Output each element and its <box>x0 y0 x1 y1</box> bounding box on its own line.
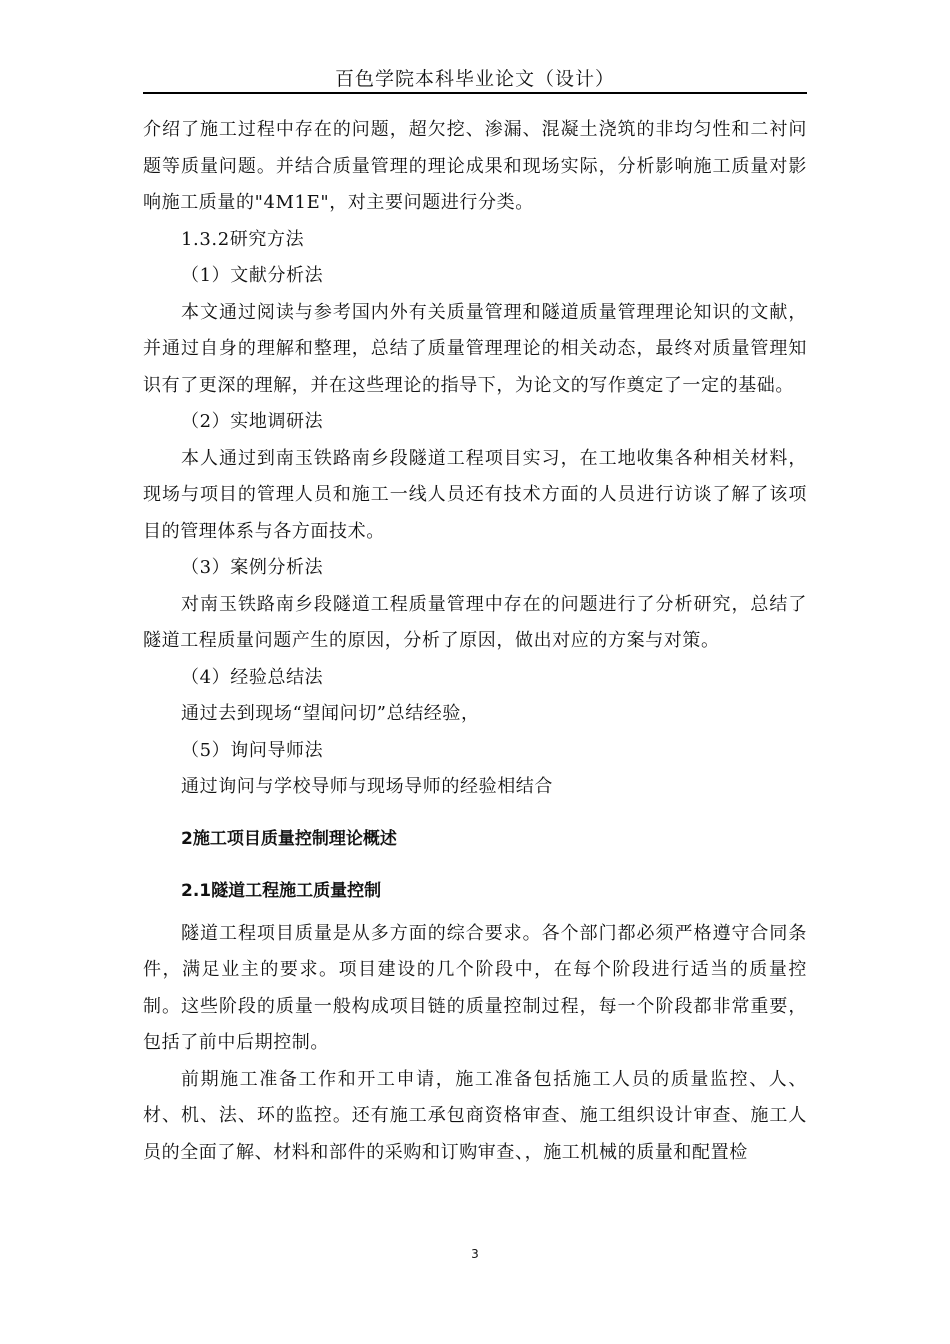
page-header-title: 百色学院本科毕业论文（设计） <box>334 68 615 90</box>
method-4-text: 通过去到现场“望闻问切”总结经验， <box>181 703 480 724</box>
method-2-title: （2）实地调研法 <box>181 411 324 432</box>
method-5-title: （5）询问导师法 <box>181 739 324 761</box>
method-4-title: （4）经验总结法 <box>181 666 324 688</box>
section-2-1-heading: 2.1隧道工程施工质量控制 <box>181 880 382 901</box>
method-3-text: 对南玉铁路南乡段隧道工程质量管理中存在的问题进行了分析研究，总结了隧道工程质量问题产生的原因，分析了原因，做出对应的方案与对策。 <box>143 593 807 651</box>
paragraph-intro-continuation: 介绍了施工过程中存在的问题，超欠挖、渗漏、混凝土浇筑的非均匀性和二衬问题等质量问题。并结合质量管理的理论成果和现场实际，分析影响施工质量对影响施工质量的"4M1E"，对主要问题进行分类。 <box>143 119 807 213</box>
page-body <box>143 112 807 1171</box>
method-1-title: （1）文献分析法 <box>181 265 324 286</box>
page-number: 3 <box>471 1247 479 1261</box>
subsection-heading-1-3-2: 1.3.2研究方法 <box>181 228 305 250</box>
chapter-2-heading: 2施工项目质量控制理论概述 <box>181 828 397 849</box>
method-1-text: 本文通过阅读与参考国内外有关质量管理和隧道质量管理理论知识的文献，并通过自身的理解和整理，总结了质量管理理论的相关动态，最终对质量管理知识有了更深的理解，并在这些理论的指导下，为论文的写作奠定了一定的基础。 <box>143 301 807 396</box>
method-5-text: 通过询问与学校导师与现场导师的经验相结合 <box>181 776 553 797</box>
paragraph-2-1-a: 隧道工程项目质量是从多方面的综合要求。各个部门都必须严格遵守合同条件，满足业主的要求。项目建设的几个阶段中，在每个阶段进行适当的质量控制。这些阶段的质量一般构成项目链的质量控制过程，每一个阶段都非常重要，包括了前中后期控制。 <box>143 922 807 1053</box>
method-2-text: 本人通过到南玉铁路南乡段隧道工程项目实习，在工地收集各种相关材料，现场与项目的管理人员和施工一线人员还有技术方面的人员进行访谈了解了该项目的管理体系与各方面技术。 <box>143 447 807 542</box>
paragraph-2-1-b: 前期施工准备工作和开工申请，施工准备包括施工人员的质量监控、人、材、机、法、环的监控。还有施工承包商资格审查、施工组织设计审查、施工人员的全面了解、材料和部件的采购和订购审查、，施工机械的质量和配置检 <box>143 1068 807 1163</box>
method-3-title: （3）案例分析法 <box>181 557 324 578</box>
header-divider <box>143 92 807 94</box>
